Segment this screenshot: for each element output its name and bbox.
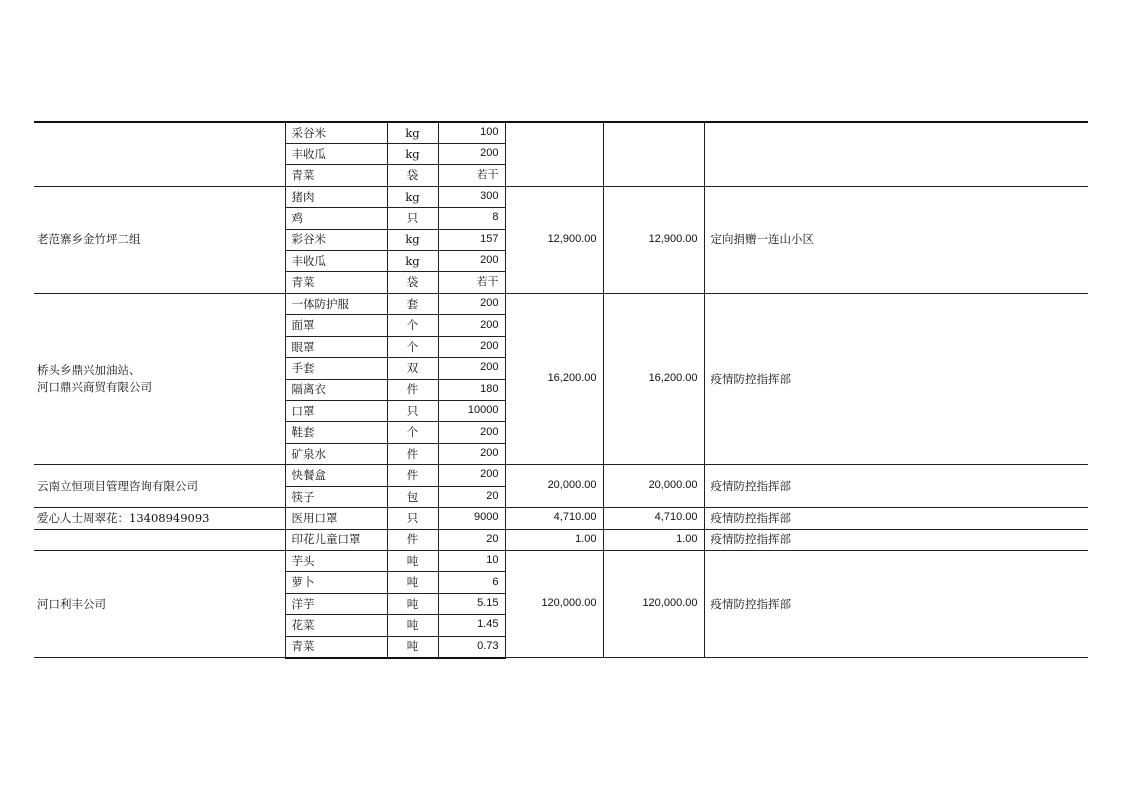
item-name-cell: 洋芋 <box>285 593 387 614</box>
item-name-cell: 鸡 <box>285 208 387 229</box>
item-name-cell: 快餐盒 <box>285 465 387 486</box>
amount-cell: 20,000.00 <box>505 465 603 508</box>
amount-cell: 12,900.00 <box>505 186 603 293</box>
amount-cell <box>505 122 603 186</box>
table-row <box>34 550 1088 571</box>
unit-cell: 吨 <box>387 550 438 571</box>
quantity-cell: 200 <box>438 251 505 272</box>
unit-cell: 吨 <box>387 572 438 593</box>
unit-cell: 套 <box>387 293 438 314</box>
recipient-note-cell: 疫情防控指挥部 <box>704 508 1088 529</box>
donor-cell: 河口利丰公司 <box>34 550 285 657</box>
quantity-cell: 200 <box>438 315 505 336</box>
unit-cell: 只 <box>387 508 438 529</box>
quantity-cell: 10 <box>438 550 505 571</box>
item-name-cell: 鞋套 <box>285 422 387 443</box>
item-name-cell: 丰收瓜 <box>285 251 387 272</box>
amount-cell: 16,200.00 <box>505 293 603 464</box>
quantity-cell: 20 <box>438 486 505 507</box>
item-name-cell: 芋头 <box>285 550 387 571</box>
item-name-cell: 青菜 <box>285 272 387 293</box>
item-name-cell: 萝卜 <box>285 572 387 593</box>
table-row <box>34 186 1088 207</box>
table-row <box>34 293 1088 314</box>
quantity-cell: 9000 <box>438 508 505 529</box>
quantity-cell: 200 <box>438 465 505 486</box>
item-name-cell: 青菜 <box>285 636 387 657</box>
item-name-cell: 丰收瓜 <box>285 143 387 164</box>
item-name-cell: 采谷米 <box>285 122 387 143</box>
quantity-cell: 若干 <box>438 272 505 293</box>
item-name-cell: 口罩 <box>285 400 387 421</box>
quantity-cell: 6 <box>438 572 505 593</box>
item-name-cell: 医用口罩 <box>285 508 387 529</box>
recipient-note-cell: 定向捐赠一连山小区 <box>704 186 1088 293</box>
table-row <box>34 465 1088 486</box>
quantity-cell: 200 <box>438 336 505 357</box>
quantity-cell: 200 <box>438 443 505 464</box>
table-row <box>34 529 1088 550</box>
unit-cell: 吨 <box>387 593 438 614</box>
unit-cell: 袋 <box>387 165 438 186</box>
value-cell: 16,200.00 <box>603 293 704 464</box>
recipient-note-cell: 疫情防控指挥部 <box>704 465 1088 508</box>
item-name-cell: 面罩 <box>285 315 387 336</box>
item-name-cell: 印花儿童口罩 <box>285 529 387 550</box>
amount-cell: 1.00 <box>505 529 603 550</box>
quantity-cell: 8 <box>438 208 505 229</box>
donor-cell <box>34 122 285 186</box>
quantity-cell: 200 <box>438 293 505 314</box>
quantity-cell: 200 <box>438 422 505 443</box>
unit-cell: kg <box>387 143 438 164</box>
unit-cell: 吨 <box>387 615 438 636</box>
quantity-cell: 10000 <box>438 400 505 421</box>
item-name-cell: 猪肉 <box>285 186 387 207</box>
value-cell: 20,000.00 <box>603 465 704 508</box>
quantity-cell: 0.73 <box>438 636 505 657</box>
item-name-cell: 眼罩 <box>285 336 387 357</box>
recipient-note-cell: 疫情防控指挥部 <box>704 293 1088 464</box>
unit-cell: kg <box>387 251 438 272</box>
donor-cell: 桥头乡鼎兴加油站、 河口鼎兴商贸有限公司 <box>34 293 285 464</box>
amount-cell: 120,000.00 <box>505 550 603 657</box>
donor-cell: 爱心人士周翠花：13408949093 <box>34 508 285 529</box>
unit-cell: 件 <box>387 443 438 464</box>
recipient-note-cell: 疫情防控指挥部 <box>704 550 1088 657</box>
donor-cell: 云南立恒项目管理咨询有限公司 <box>34 465 285 508</box>
unit-cell: 袋 <box>387 272 438 293</box>
unit-cell: 包 <box>387 486 438 507</box>
quantity-cell: 1.45 <box>438 615 505 636</box>
quantity-cell: 200 <box>438 358 505 379</box>
table-row <box>34 122 1088 143</box>
unit-cell: 个 <box>387 336 438 357</box>
item-name-cell: 青菜 <box>285 165 387 186</box>
quantity-cell: 180 <box>438 379 505 400</box>
unit-cell: 件 <box>387 529 438 550</box>
quantity-cell: 100 <box>438 122 505 143</box>
unit-cell: 双 <box>387 358 438 379</box>
unit-cell: 个 <box>387 422 438 443</box>
unit-cell: 只 <box>387 400 438 421</box>
unit-cell: 个 <box>387 315 438 336</box>
unit-cell: kg <box>387 229 438 250</box>
donor-cell <box>34 529 285 550</box>
item-name-cell: 彩谷米 <box>285 229 387 250</box>
table-row <box>34 508 1088 529</box>
item-name-cell: 矿泉水 <box>285 443 387 464</box>
unit-cell: kg <box>387 122 438 143</box>
amount-cell: 4,710.00 <box>505 508 603 529</box>
item-name-cell: 一体防护服 <box>285 293 387 314</box>
value-cell: 4,710.00 <box>603 508 704 529</box>
donation-table <box>34 121 1088 659</box>
value-cell: 120,000.00 <box>603 550 704 657</box>
quantity-cell: 300 <box>438 186 505 207</box>
donor-cell: 老范寨乡金竹坪二组 <box>34 186 285 293</box>
item-name-cell: 手套 <box>285 358 387 379</box>
quantity-cell: 157 <box>438 229 505 250</box>
unit-cell: 件 <box>387 379 438 400</box>
recipient-note-cell: 疫情防控指挥部 <box>704 529 1088 550</box>
recipient-note-cell <box>704 122 1088 186</box>
value-cell <box>603 122 704 186</box>
value-cell: 1.00 <box>603 529 704 550</box>
unit-cell: 吨 <box>387 636 438 657</box>
unit-cell: 件 <box>387 465 438 486</box>
unit-cell: 只 <box>387 208 438 229</box>
item-name-cell: 隔离衣 <box>285 379 387 400</box>
quantity-cell: 5.15 <box>438 593 505 614</box>
quantity-cell: 20 <box>438 529 505 550</box>
quantity-cell: 200 <box>438 143 505 164</box>
unit-cell: kg <box>387 186 438 207</box>
item-name-cell: 筷子 <box>285 486 387 507</box>
value-cell: 12,900.00 <box>603 186 704 293</box>
quantity-cell: 若干 <box>438 165 505 186</box>
item-name-cell: 花菜 <box>285 615 387 636</box>
